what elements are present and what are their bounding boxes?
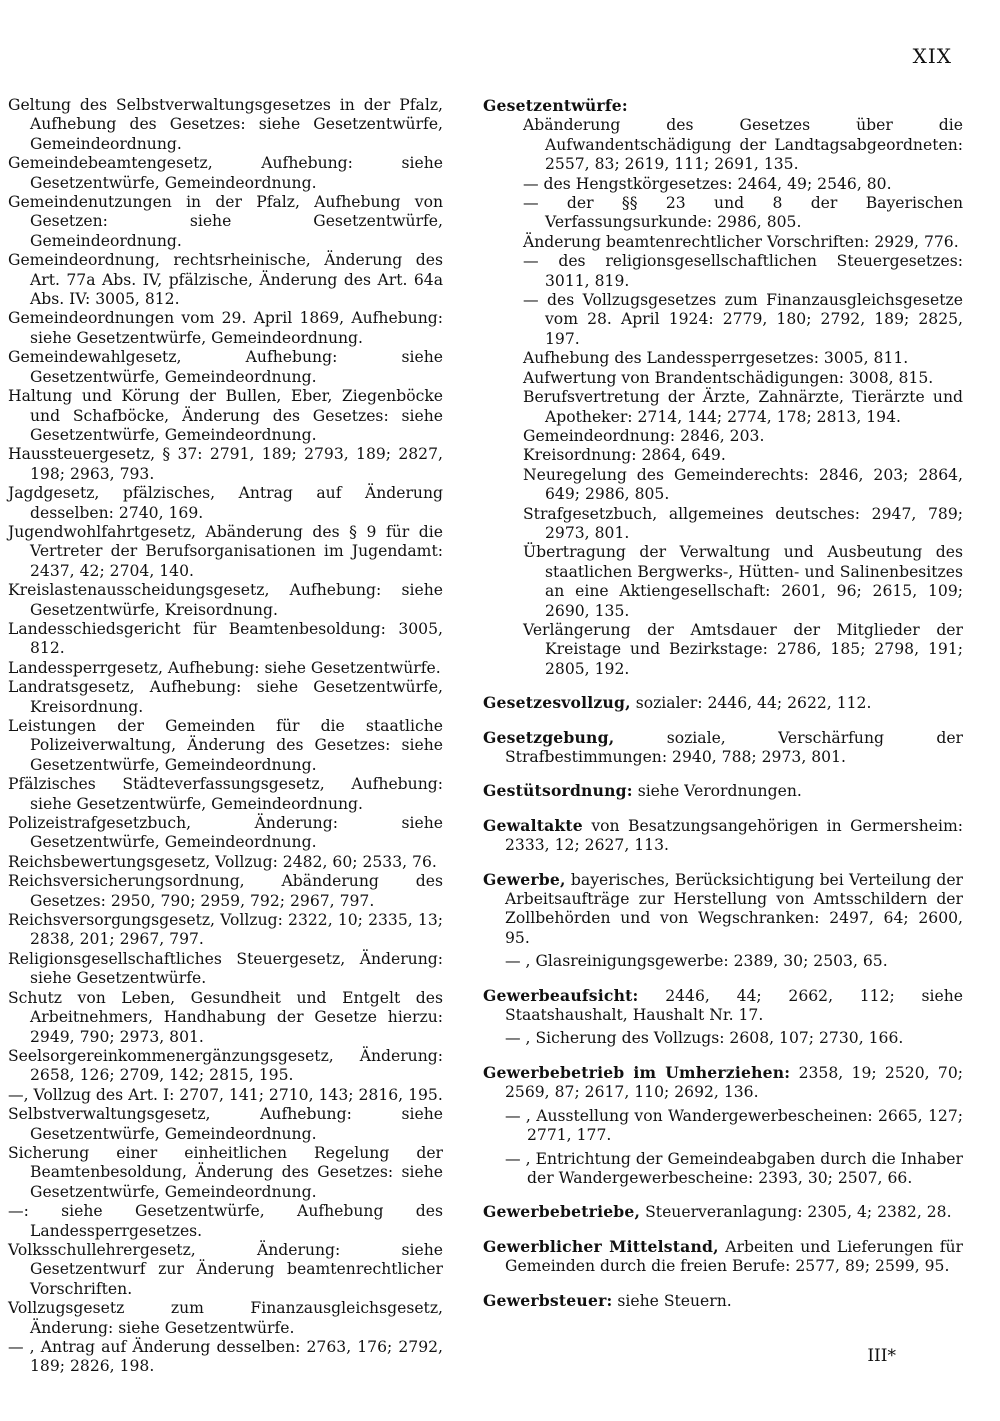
entry-text: von Besatzungsangehörigen in Germersheim: 2333, 12; 2627, 113. [505,816,963,855]
signature-mark: III* [867,1346,896,1366]
index-entry: Pfälzisches Städteverfassungsgesetz, Aufhebung: siehe Gesetzentwürfe, Gemeindeordnung. [8,775,443,813]
entry-text: siehe Steuern. [612,1291,732,1310]
index-entry [483,870,963,949]
sub-entry: — der §§ 23 und 8 der Bayerischen Verfassungsurkunde: 2986, 805. [523,194,963,232]
sub-entry: Neuregelung des Gemeinderechts: 2846, 203; 2864, 649; 2986, 805. [523,465,963,504]
index-entry: Reichsversorgungsgesetz, Vollzug: 2322, 10; 2335, 13; 2838, 201; 2967, 797. [8,911,443,949]
page-number: XIX [912,44,952,68]
index-entry: Selbstverwaltungsgesetz, Aufhebung: siehe Gesetzentwürfe, Gemeindeordnung. [8,1105,443,1143]
index-entry: Sicherung einer einheitlichen Regelung der Beamtenbesoldung, Änderung des Gesetzes: siehe Gesetzentwürfe, Gemeindeordnung. [8,1143,443,1201]
index-entry: Haussteuergesetz, § 37: 2791, 189; 2793, 189; 2827, 198; 2963, 793. [8,445,443,483]
index-entry: Geltung des Selbstverwaltungsgesetzes in der Pfalz, Aufhebung des Gesetzes: siehe Gesetzentwürfe, Gemeindeordnung. [8,96,443,153]
sub-entry: Aufhebung des Landessperrgesetzes: 3005, 811. [523,349,909,368]
index-entry: —: siehe Gesetzentwürfe, Aufhebung des Landessperrgesetzes. [8,1202,443,1240]
index-entry [483,728,963,768]
sub-entry: Verlängerung der Amtsdauer der Mitglieder der Kreistage und Bezirkstage: 2786, 185; 2798, 191; 2805, 192. [523,620,963,678]
index-entry: — , Antrag auf Änderung desselben: 2763, 176; 2792, 189; 2826, 198. [8,1338,443,1376]
entry-keyword: Gewerbe, [483,869,566,889]
sub-entry: — des Vollzugsgesetzes zum Finanzausgleichsgesetze vom 28. April 1924: 2779, 180; 2792, 189; 2825, 197. [523,291,963,348]
index-entry: Gemeindenutzungen in der Pfalz, Aufhebung von Gesetzen: siehe Gesetzentwürfe, Gemeindeordnung. [8,193,443,250]
entry-text: bayerisches, Berücksichtigung bei Verteilung der Arbeitsaufträge zur Herstellung von Amtsschildern der Zollbehörden und von Wegschranken: 2497, 64; 2600, 95. [505,870,963,947]
sub-entry: — des religionsgesellschaftlichen Steuergesetzes: 3011, 819. [523,252,963,290]
index-entry: Seelsorgereinkommenergänzungsgesetz, Änderung: 2658, 126; 2709, 142; 2815, 195. [8,1046,443,1085]
sub-entry: — , Entrichtung der Gemeindeabgaben durch die Inhaber der Wandergewerbescheine: 2393, 30; 2507, 66. [505,1149,963,1187]
right-column [483,96,963,1311]
index-entry [483,986,963,1026]
index-entry: Kreislastenausscheidungsgesetz, Aufhebung: siehe Gesetzentwürfe, Kreisordnung. [8,581,443,619]
index-entry [483,1291,963,1311]
entry-keyword: Gestütsordnung: [483,781,633,801]
sub-entry: — des Hengstkörgesetzes: 2464, 49; 2546, 80. [523,174,892,193]
index-entry: Gemeindebeamtengesetz, Aufhebung: siehe Gesetzentwürfe, Gemeindeordnung. [8,154,443,192]
index-entry: Religionsgesellschaftliches Steuergesetz, Änderung: siehe Gesetzentwürfe. [8,949,443,988]
sub-entry: Aufwertung von Brandentschädigungen: 3008, 815. [523,368,934,387]
sub-entry: Gemeindeordnung: 2846, 203. [523,426,765,445]
index-entry: Volksschullehrergesetz, Änderung: siehe Gesetzentwurf zur Änderung beamtenrechtlicher Vorschriften. [8,1240,443,1298]
index-entry [483,693,963,713]
index-entry: Jagdgesetz, pfälzisches, Antrag auf Änderung desselben: 2740, 169. [8,484,443,522]
index-entry: Landratsgesetz, Aufhebung: siehe Gesetzentwürfe, Kreisordnung. [8,678,443,716]
index-entry [483,816,963,856]
entry-text: soziale, Verschärfung der Strafbestimmungen: 2940, 788; 2973, 801. [505,728,963,766]
sub-entry: — , Sicherung des Vollzugs: 2608, 107; 2730, 166. [505,1029,904,1048]
index-entry: Leistungen der Gemeinden für die staatliche Polizeiverwaltung, Änderung des Gesetzes: siehe Gesetzentwürfe, Gemeindeordnung. [8,717,443,774]
entry-keyword: Gewerbebetriebe, [483,1202,641,1222]
entry-text: Arbeiten und Lieferungen für Gemeinden durch die freien Berufe: 2577, 89; 2599, 95. [505,1237,963,1276]
sub-entry: — , Ausstellung von Wandergewerbescheinen: 2665, 127; 2771, 177. [505,1106,963,1145]
sub-entry: Strafgesetzbuch, allgemeines deutsches: 2947, 789; 2973, 801. [523,504,963,542]
entry-text: 2358, 19; 2520, 70; 2569, 87; 2617, 110; 2692, 136. [505,1063,963,1102]
index-entry: Reichsbewertungsgesetz, Vollzug: 2482, 60; 2533, 76. [8,852,437,871]
index-entry [483,1237,963,1277]
index-entry: Gemeindewahlgesetz, Aufhebung: siehe Gesetzentwürfe, Gemeindeordnung. [8,348,443,386]
entry-keyword: Gewerbsteuer: [483,1290,613,1310]
index-entry: Reichsversicherungsordnung, Abänderung des Gesetzes: 2950, 790; 2959, 792; 2967, 797. [8,872,443,910]
entry-text: sozialer: 2446, 44; 2622, 112. [630,694,872,713]
index-entry: Landesschiedsgericht für Beamtenbesoldung: 3005, 812. [8,619,443,658]
entry-keyword: Gewerbebetrieb im Umherziehen: [483,1062,791,1082]
index-entry: Polizeistrafgesetzbuch, Änderung: siehe Gesetzentwürfe, Gemeindeordnung. [8,814,443,852]
index-entry: Gemeindeordnung, rechtsrheinische, Änderung des Art. 77a Abs. IV, pfälzische, Änderung des Art. 64a Abs. IV: 3005, 812. [8,251,443,309]
index-entry: Jugendwohlfahrtgesetz, Abänderung des § 9 für die Vertreter der Berufsorganisationen im Jugendamt: 2437, 42; 2704, 140. [8,522,443,580]
entry-text: Steuerveranlagung: 2305, 4; 2382, 28. [640,1203,952,1222]
index-entry [483,1063,963,1103]
entry-text: 2446, 44; 2662, 112; siehe Staatshaushalt, Haushalt Nr. 17. [505,986,963,1025]
entry-keyword: Gesetzgebung, [483,727,615,747]
entry-keyword: Gewaltakte [483,815,583,835]
entry-keyword: Gesetzentwürfe: [483,96,628,115]
sub-entry: Abänderung des Gesetzes über die Aufwandentschädigung der Landtagsabgeordneten: 2557, 83; 2619, 111; 2691, 135. [523,116,963,174]
entry-keyword: Gewerbeaufsicht: [483,985,639,1005]
index-heading [483,96,963,116]
left-column [8,96,443,1377]
sub-entry: Änderung beamtenrechtlicher Vorschriften: 2929, 776. [523,232,959,251]
index-entry: —, Vollzug des Art. I: 2707, 141; 2710, 143; 2816, 195. [8,1085,443,1104]
entry-keyword: Gesetzesvollzug, [483,693,631,713]
index-entry [483,1202,963,1222]
index-entry: Gemeindeordnungen vom 29. April 1869, Aufhebung: siehe Gesetzentwürfe, Gemeindeordnung. [8,309,443,347]
sub-entry: — , Glasreinigungsgewerbe: 2389, 30; 2503, 65. [505,952,888,971]
sub-entry: Übertragung der Verwaltung und Ausbeutung des staatlichen Bergwerks-, Hütten- und Salinenbesitzes an eine Aktiengesellschaft: 2601, 96; 2615, 109; 2690, 135. [523,543,963,620]
index-entry: Schutz von Leben, Gesundheit und Entgelt des Arbeitnehmers, Handhabung der Gesetze hierzu: 2949, 790; 2973, 801. [8,988,443,1046]
index-entry: Vollzugsgesetz zum Finanzausgleichsgesetz, Änderung: siehe Gesetzentwürfe. [8,1299,443,1337]
index-entry: Landessperrgesetz, Aufhebung: siehe Gesetzentwürfe. [8,658,441,677]
index-entry [483,781,963,801]
sub-entry: Kreisordnung: 2864, 649. [523,446,726,465]
entry-keyword: Gewerblicher Mittelstand, [483,1236,719,1256]
index-entry: Haltung und Körung der Bullen, Eber, Ziegenböcke und Schafböcke, Änderung des Gesetzes: siehe Gesetzentwürfe, Gemeindeordnung. [8,387,443,444]
entry-text: siehe Verordnungen. [632,782,802,801]
sub-entry: Berufsvertretung der Ärzte, Zahnärzte, Tierärzte und Apotheker: 2714, 144; 2774, 178; 2813, 194. [523,388,963,426]
